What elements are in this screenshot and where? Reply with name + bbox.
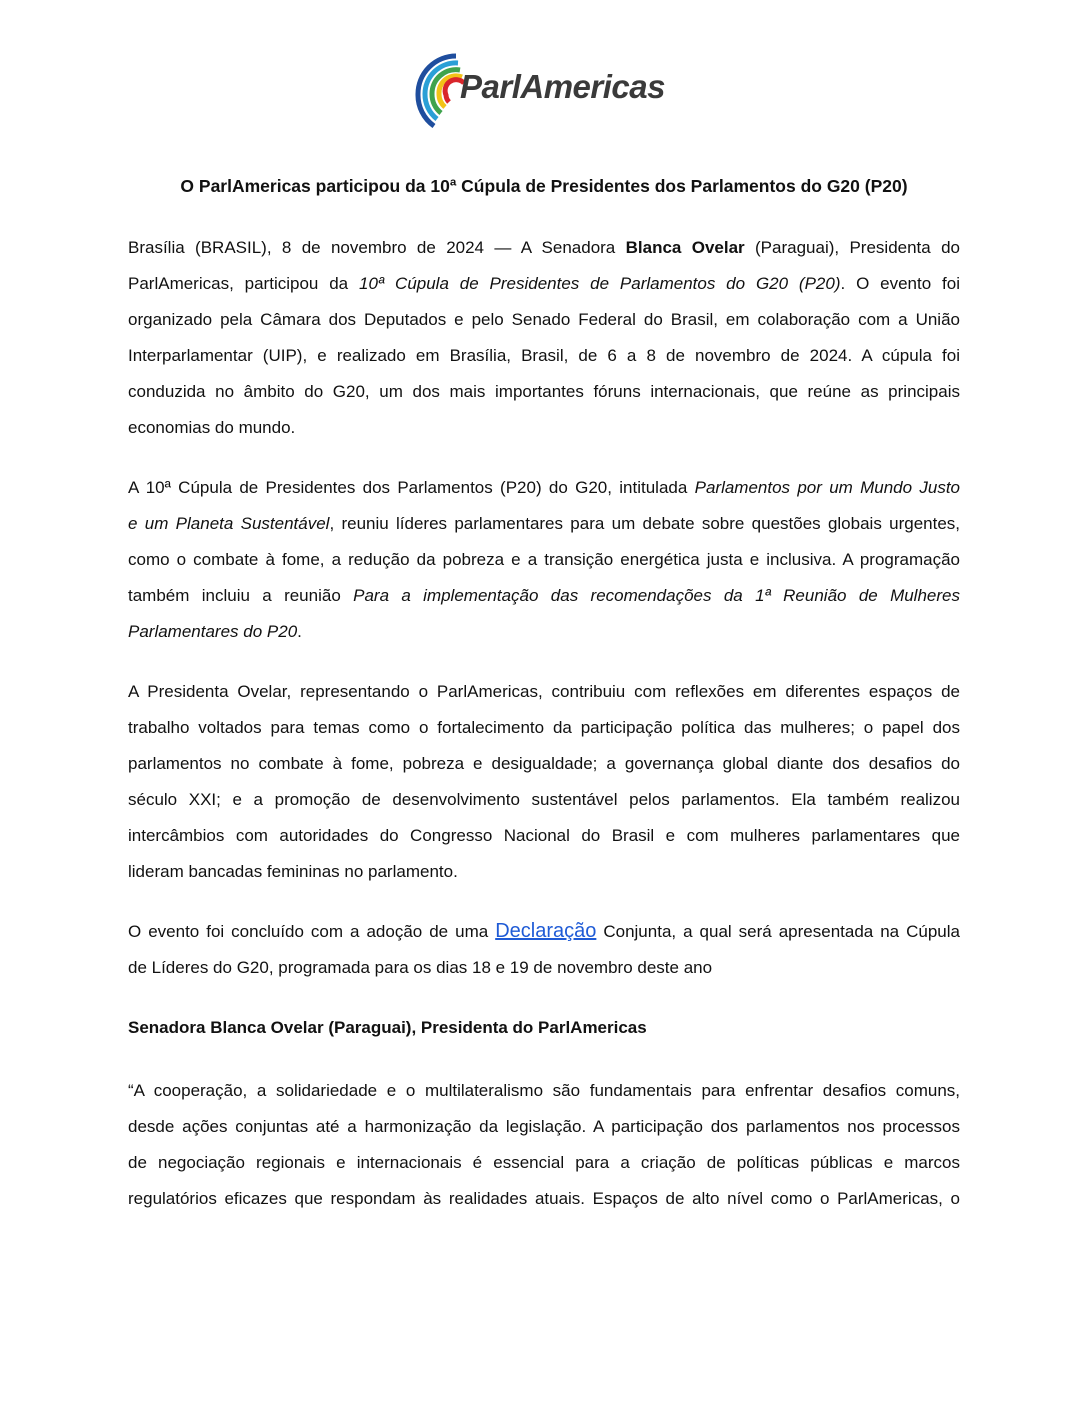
text-line: desde ações conjuntas até a harmonização da legislação. A participação dos parlamentos nos processos (128, 1117, 960, 1136)
paragraph-2 (128, 470, 960, 650)
section-heading: Senadora Blanca Ovelar (Paraguai), Presidenta do ParlAmericas (128, 1018, 647, 1037)
event-title-italic: 10ª Cúpula de Presidentes de Parlamentos do G20 (P20) (358, 274, 841, 293)
declaration-link[interactable]: Declaração (495, 920, 597, 942)
text-line: século XXI; e a promoção de desenvolvimento sustentável pelos parlamentos. Ela também realizou (128, 790, 960, 809)
text-line: “A cooperação, a solidariedade e o multilateralismo são fundamentais para enfrentar desafios comuns, (128, 1081, 960, 1100)
name-bold: Blanca Ovelar (625, 238, 745, 257)
text: Conjunta, a qual será apresentada na Cúpula (596, 922, 960, 941)
text-line: A Presidenta Ovelar, representando o ParlAmericas, contribuiu com reflexões em diferentes espaços de (128, 682, 960, 701)
text-line: intercâmbios com autoridades do Congresso Nacional do Brasil e com mulheres parlamentares que (128, 826, 960, 845)
text: ParlAmericas, participou da (128, 274, 359, 293)
paragraph-3 (128, 674, 960, 890)
text: O evento foi concluído com a adoção de uma (128, 922, 496, 941)
text-line: Interparlamentar (UIP), e realizado em Brasília, Brasil, de 6 a 8 de novembro de 2024. A cúpula foi (128, 346, 960, 365)
text-line: trabalho voltados para temas como o fortalecimento da participação política das mulheres; o papel dos (128, 718, 960, 737)
paragraph-4 (128, 913, 960, 986)
summit-title-italic: e um Planeta Sustentável (128, 514, 330, 533)
text-line: de negociação regionais e internacionais é essencial para a criação de políticas públicas e marcos (128, 1153, 960, 1172)
text: . O evento foi (840, 274, 960, 293)
quote-paragraph (128, 1073, 960, 1217)
text-line: lideram bancadas femininas no parlamento. (128, 862, 458, 881)
text-line: regulatórios eficazes que respondam às realidades atuais. Espaços de alto nível como o ParlAmericas, o (128, 1189, 960, 1208)
text: A 10ª Cúpula de Presidentes dos Parlamentos (P20) do G20, intitulada (128, 478, 695, 497)
summit-title-italic: Parlamentos por um Mundo Justo (694, 478, 961, 497)
text: também incluiu a reunião (128, 586, 354, 605)
text-line: parlamentos no combate à fome, pobreza e desigualdade; a governança global diante dos desafios do (128, 754, 960, 773)
text-line: conduzida no âmbito do G20, um dos mais importantes fóruns internacionais, que reúne as principais (128, 382, 960, 401)
logo-wordmark: ParlAmericas (460, 68, 665, 105)
meeting-title-italic: Parlamentares do P20 (128, 622, 298, 641)
text: Brasília (BRASIL), 8 de novembro de 2024 — A Senadora (128, 238, 626, 257)
text: , reuniu líderes parlamentares para um debate sobre questões globais urgentes, (329, 514, 960, 533)
text: . (297, 622, 302, 641)
text: (Paraguai), Presidenta do (744, 238, 960, 257)
text-line: organizado pela Câmara dos Deputados e pelo Senado Federal do Brasil, em colaboração com a União (128, 310, 960, 329)
page-title: O ParlAmericas participou da 10ª Cúpula de Presidentes dos Parlamentos do G20 (P20) (180, 176, 908, 196)
text-line: como o combate à fome, a redução da pobreza e a transição energética justa e inclusiva. A programação (128, 550, 960, 569)
meeting-title-italic: Para a implementação das recomendações da 1ª Reunião de Mulheres (353, 586, 960, 605)
text-line: economias do mundo. (128, 418, 296, 437)
text-line: de Líderes do G20, programada para os dias 18 e 19 de novembro deste ano (128, 958, 713, 977)
parlamericas-logo (404, 46, 694, 134)
paragraph-1 (128, 230, 960, 446)
